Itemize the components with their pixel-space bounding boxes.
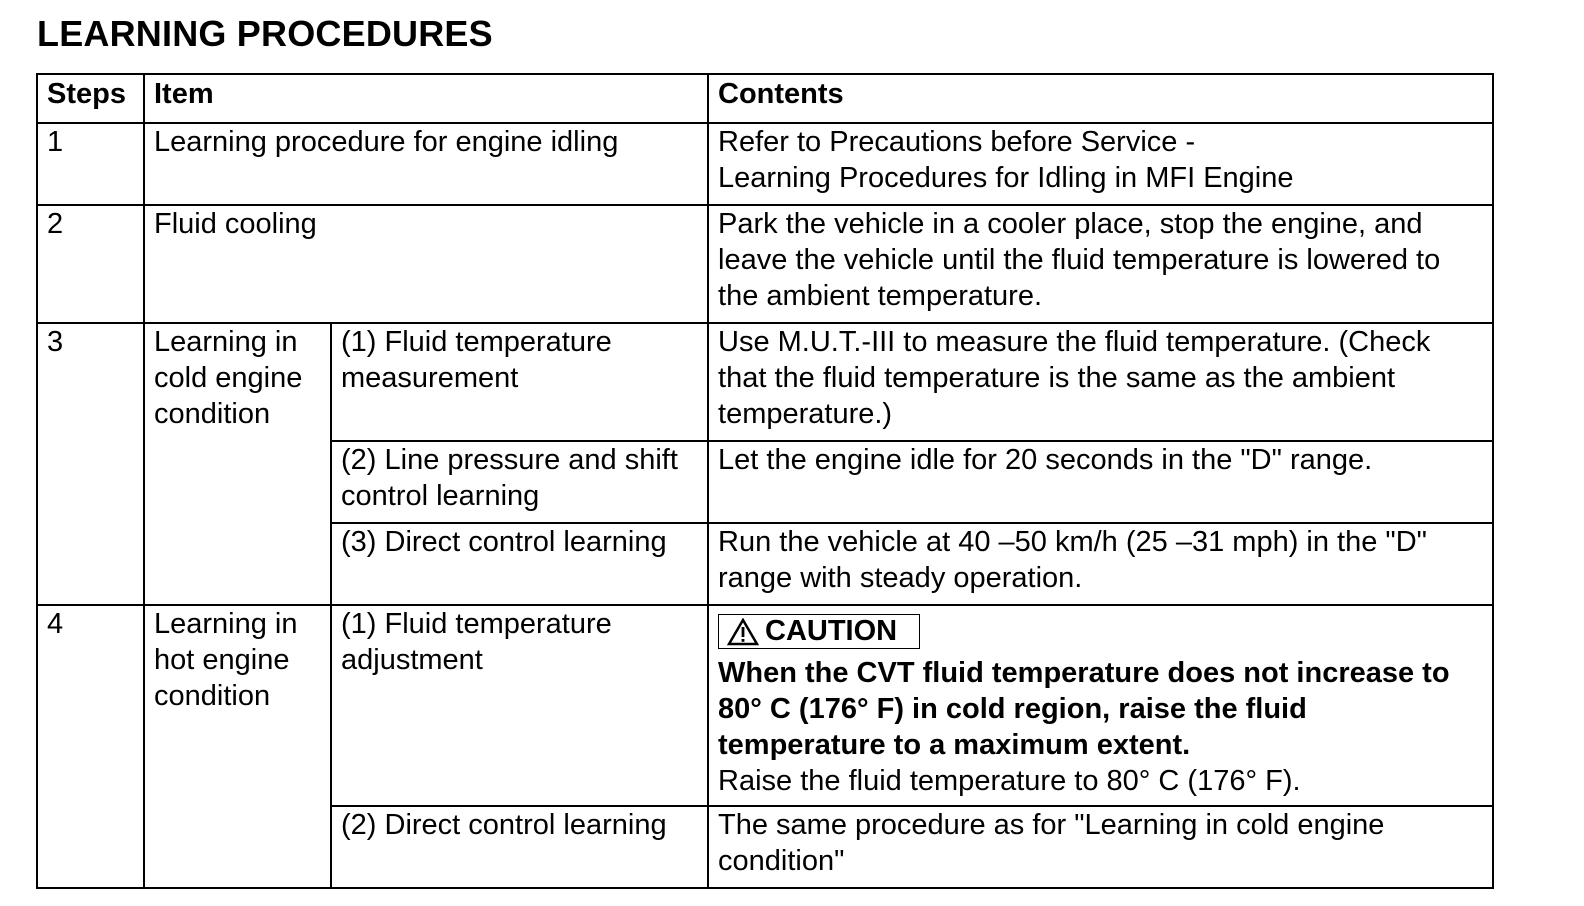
- step-number: 1: [37, 123, 144, 205]
- table-row: [37, 323, 1493, 441]
- step-item: Learning in cold engine condition: [144, 323, 331, 605]
- step-subitem: (1) Fluid temperature measurement: [331, 323, 708, 441]
- step-contents: [708, 605, 1493, 806]
- header-contents: Contents: [708, 74, 1493, 123]
- warning-triangle-icon: [727, 618, 759, 646]
- step-contents: The same procedure as for "Learning in cold engine condition": [708, 806, 1493, 888]
- header-steps: Steps: [37, 74, 144, 123]
- step-item: Fluid cooling: [144, 205, 708, 323]
- page-title: LEARNING PROCEDURES: [37, 13, 493, 54]
- step-subitem: (2) Direct control learning: [331, 806, 708, 888]
- step-item: Learning procedure for engine idling: [144, 123, 708, 205]
- step-contents: Park the vehicle in a cooler place, stop the engine, and leave the vehicle until the fluid temperature is lowered to the ambient temperature.: [708, 205, 1493, 323]
- step-contents: Let the engine idle for 20 seconds in the "D" range.: [708, 441, 1493, 523]
- step-contents: Refer to Precautions before Service - Learning Procedures for Idling in MFI Engine: [708, 123, 1493, 205]
- step-contents: Use M.U.T.-III to measure the fluid temperature. (Check that the fluid temperature is the same as the ambient temperature.): [708, 323, 1493, 441]
- step-number: 4: [37, 605, 144, 888]
- step-subitem: (3) Direct control learning: [331, 523, 708, 605]
- table-row: [37, 123, 1493, 205]
- learning-procedures-table: [36, 73, 1494, 889]
- table-row: [37, 605, 1493, 806]
- step-contents-text: Raise the fluid temperature to 80° C (176° F).: [718, 764, 1301, 797]
- table-header-row: [37, 74, 1493, 123]
- step-number: 3: [37, 323, 144, 605]
- table-row: [37, 205, 1493, 323]
- caution-label: CAUTION: [765, 615, 898, 647]
- step-item: Learning in hot engine condition: [144, 605, 331, 888]
- step-subitem: (1) Fluid temperature adjustment: [331, 605, 708, 806]
- step-subitem: (2) Line pressure and shift control learning: [331, 441, 708, 523]
- step-contents: Run the vehicle at 40 –50 km/h (25 –31 mph) in the "D" range with steady operation.: [708, 523, 1493, 605]
- caution-label-box: [718, 614, 920, 649]
- header-item: Item: [144, 74, 708, 123]
- caution-text: When the CVT fluid temperature does not increase to 80° C (176° F) in cold region, raise the fluid temperature to a maximum extent.: [718, 656, 1450, 761]
- step-number: 2: [37, 205, 144, 323]
